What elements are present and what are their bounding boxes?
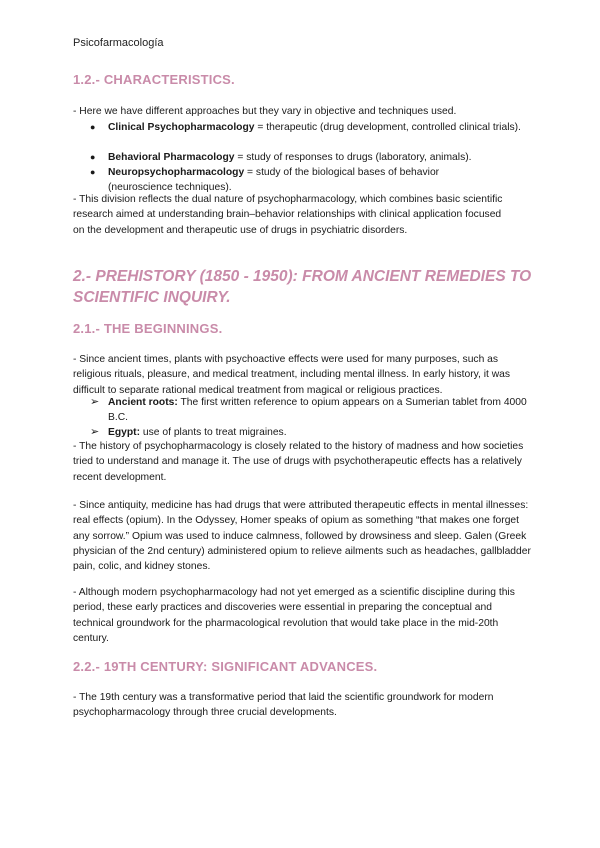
paragraph: - This division reflects the dual nature of psychopharmacology, which combines basic scientific research aimed at understanding brain–behavior relationships with clinical application focused on the development and therapeutic use of drugs in psychiatric disorders.	[73, 194, 503, 236]
section-heading-2-2: 2.2.- 19TH CENTURY: SIGNIFICANT ADVANCES.	[73, 659, 378, 674]
section-heading-1-2: 1.2.- CHARACTERISTICS.	[73, 72, 235, 87]
list-item-desc: = study of the biological bases of behavior (neuroscience techniques).	[108, 167, 440, 194]
list-item-desc: use of plants to treat migraines.	[140, 427, 287, 438]
list-item-term: Behavioral Pharmacology	[108, 152, 235, 163]
paragraph: - Although modern psychopharmacology had not yet emerged as a scientific discipline during this period, these early practices and discoveries were essential in preparing the conceptual and technical groundwork for the pharmacological revolution that would take place in the mid-20th century.	[73, 587, 515, 644]
paragraph: - Since ancient times, plants with psychoactive effects were used for many purposes, such as religious rituals, pleasure, and medical treatment, including mental illness. In early history, it was difficult to separate rational medical treatment from magical or religious practices.	[73, 354, 511, 396]
list-item-desc: The first written reference to opium appears on a Sumerian tablet from 4000 B.C.	[108, 397, 527, 424]
list-item-term: Ancient roots:	[108, 397, 178, 408]
list-item-desc: = therapeutic (drug development, controlled clinical trials).	[254, 122, 521, 133]
bullet-icon: ●	[90, 122, 96, 132]
list-item	[108, 395, 533, 426]
bullet-icon: ●	[90, 167, 96, 177]
list-item	[108, 150, 533, 165]
list-item-desc: = study of responses to drugs (laboratory, animals).	[234, 152, 472, 163]
list-item-term: Neuropsychopharmacology	[108, 167, 245, 178]
list-item	[108, 165, 448, 196]
list-item	[108, 425, 548, 440]
paragraph: - Since antiquity, medicine has had drugs that were attributed therapeutic effects in mental illnesses: real effects (opium). In the Odyssey, Homer speaks of opium as something “that makes one forget any sorrow.” Opium was used to induce calmness, followed by drowsiness and sleep. Galen (Greek physician of the 2nd century) administered opium to relieve ailments such as headaches, gallbladder pain, colic, and kidney stones.	[73, 500, 531, 573]
section-heading-2-1: 2.1.- THE BEGINNINGS.	[73, 321, 223, 336]
arrow-bullet-icon: ➢	[90, 426, 100, 438]
paragraph: - Here we have different approaches but they vary in objective and techniques used.	[73, 106, 457, 117]
paragraph: - The 19th century was a transformative period that laid the scientific groundwork for modern psychopharmacology through three crucial developments.	[73, 692, 494, 719]
list-item	[108, 120, 533, 135]
list-item-term: Clinical Psychopharmacology	[108, 122, 255, 133]
bullet-icon: ●	[90, 152, 96, 162]
page-header: Psicofarmacología	[73, 37, 164, 49]
section-heading-2: 2.- PREHISTORY (1850 - 1950): FROM ANCIENT REMEDIES TO SCIENTIFIC INQUIRY.	[73, 268, 532, 306]
list-item-term: Egypt:	[108, 427, 141, 438]
paragraph: - The history of psychopharmacology is closely related to the history of madness and how societies tried to understand and manage it. The use of drugs with psychotherapeutic effects has a relatively recent development.	[73, 441, 524, 483]
arrow-bullet-icon: ➢	[90, 396, 100, 408]
